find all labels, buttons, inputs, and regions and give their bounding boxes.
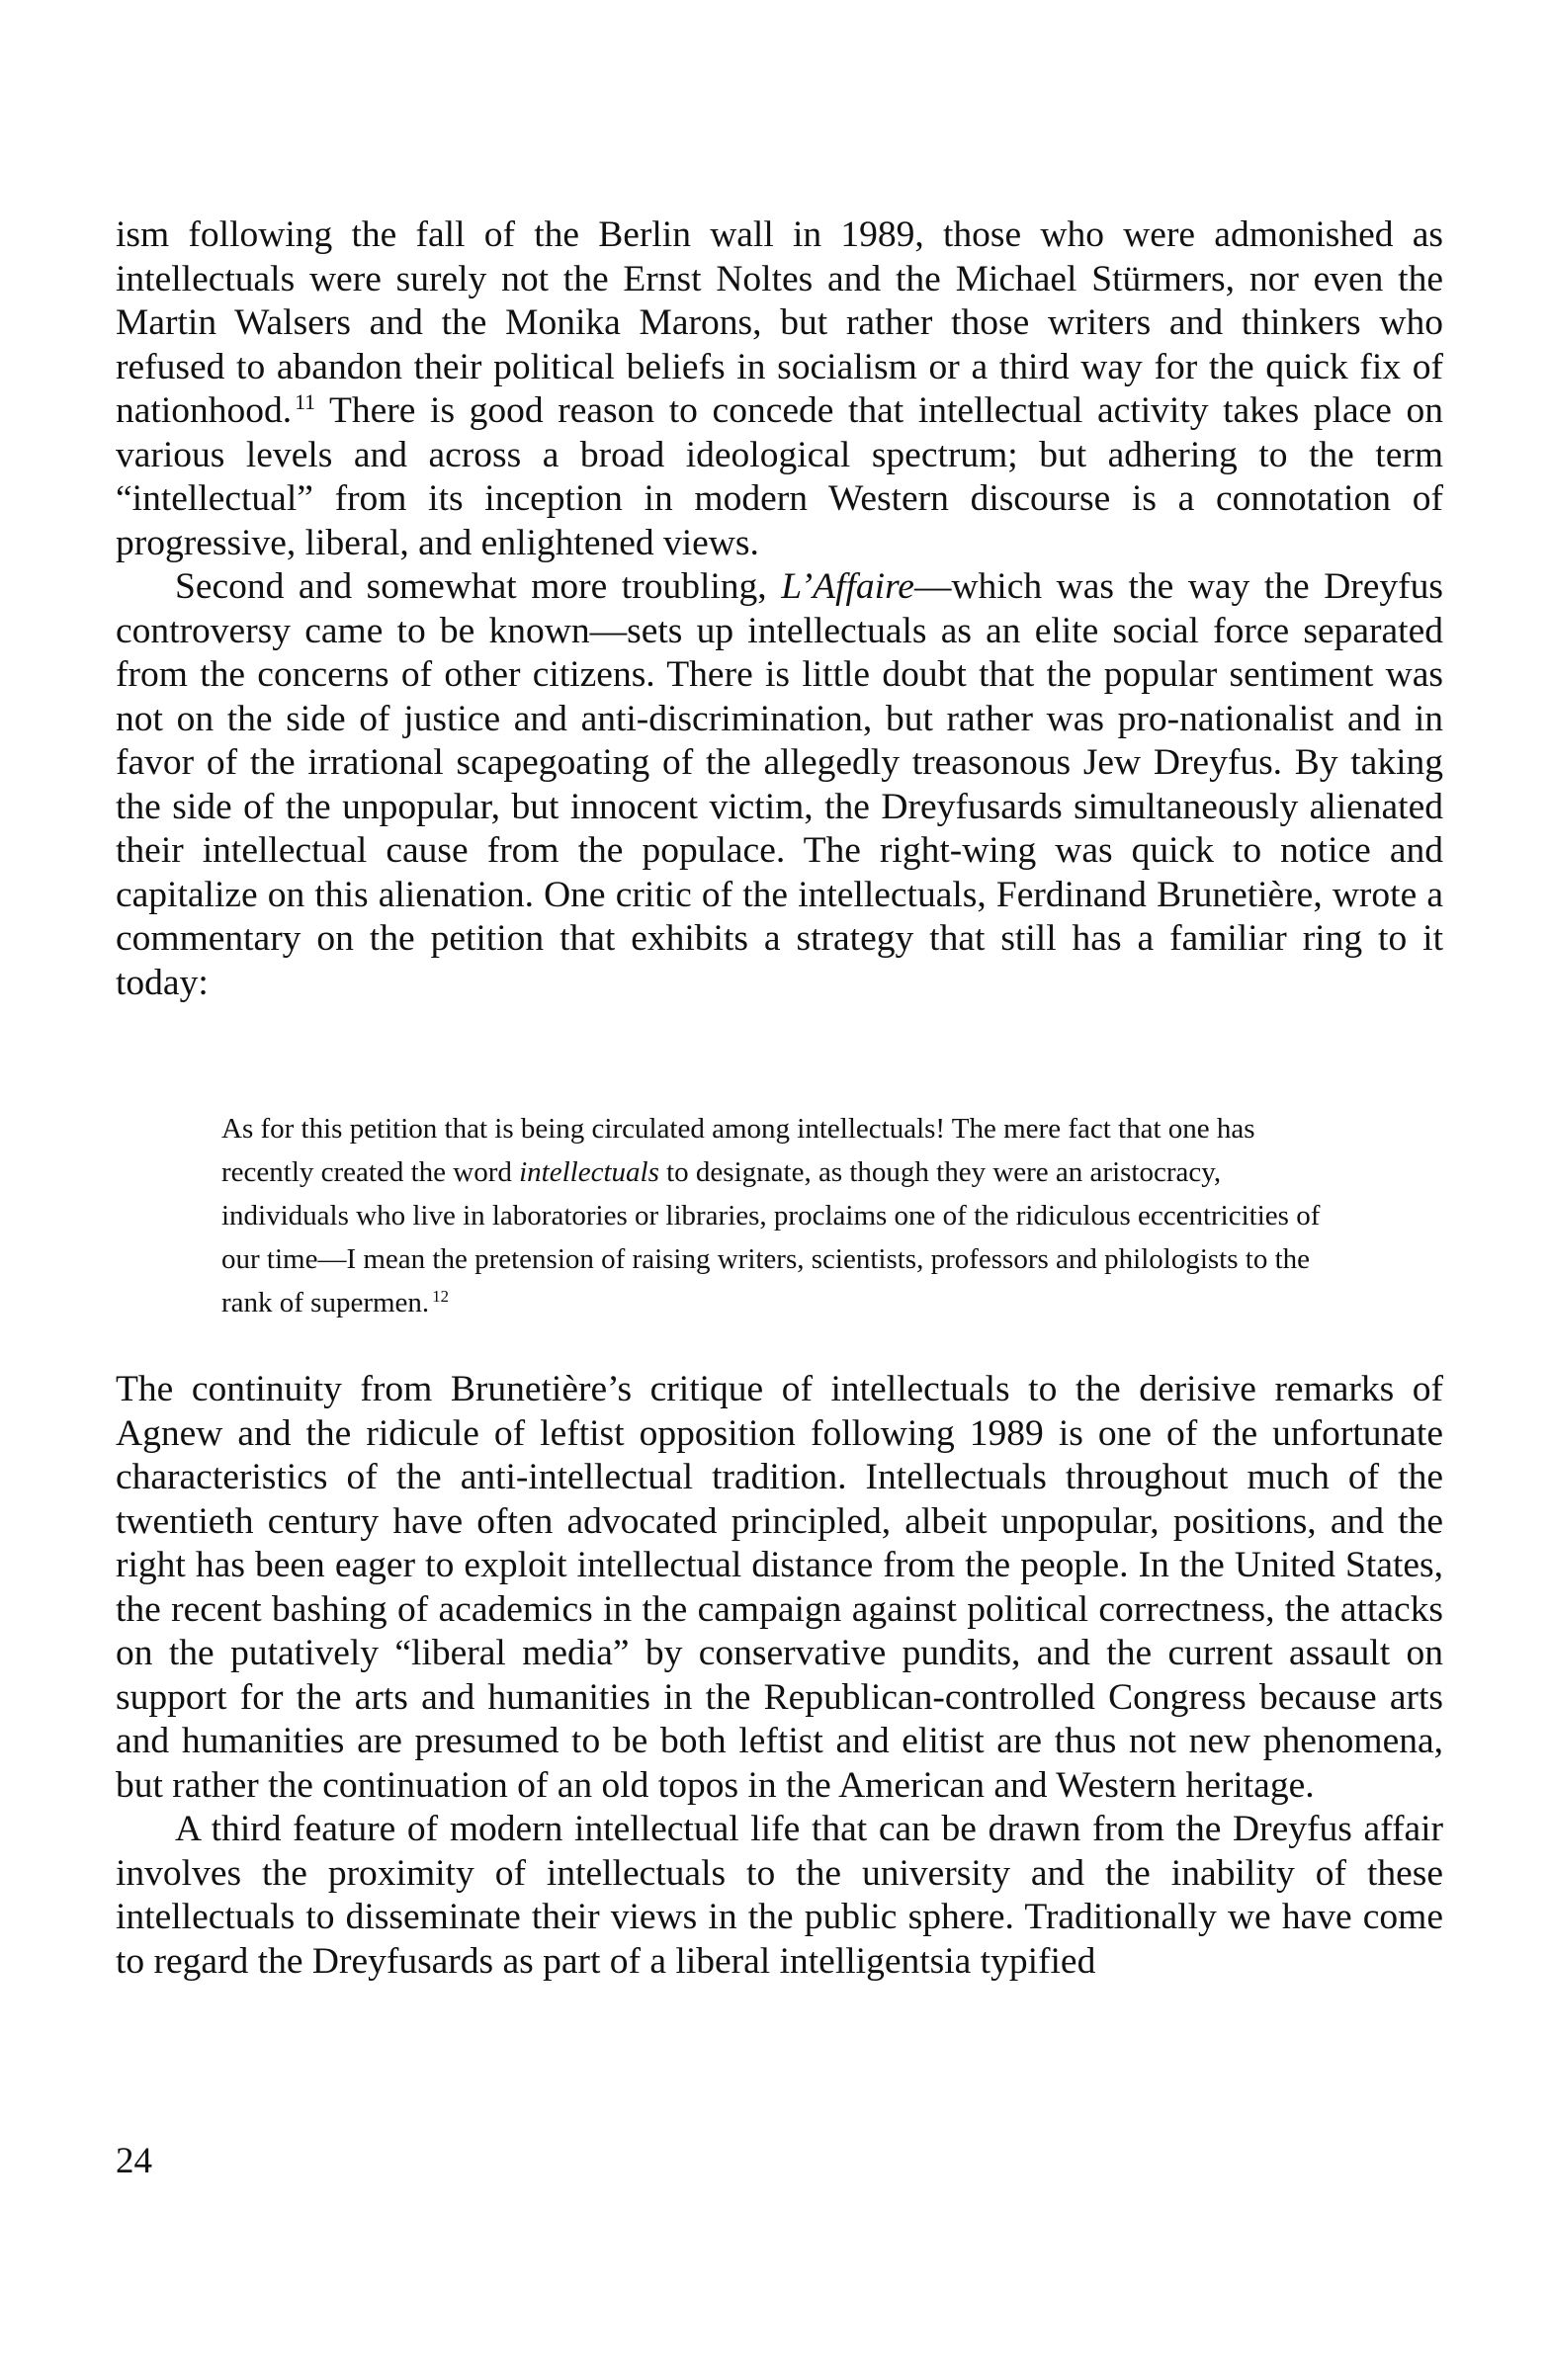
- page-number: 24: [116, 2141, 152, 2181]
- footnote-reference: 12: [432, 1286, 449, 1306]
- emphasized-word: intellectuals: [519, 1156, 659, 1188]
- paragraph: [116, 565, 1443, 1005]
- footnote-reference: 11: [295, 389, 316, 414]
- quote-text: to designate, as though they were an aristocracy, individuals who live in laboratories or libraries, proclaims one of the ridiculous eccentricities of our time—I mean the pretension of raising writers, scientists, professors and philologists to the rank of supermen.: [221, 1156, 1321, 1318]
- body-text-lower: [116, 1368, 1443, 1984]
- body-text-upper: [116, 213, 1443, 1005]
- paragraph: The continuity from Brunetière’s critique of intellectuals to the derisive remarks of Agnew and the ridicule of leftist opposition following 1989 is one of the unfortunate characteristics of the anti-intellectual tradition. Intellectuals throughout much of the twentieth century have often advocated principled, albeit unpopular, positions, and the right has been eager to exploit intellectual distance from the people. In the United States, the recent bashing of academics in the campaign against political correctness, the attacks on the putatively “liberal media” by conservative pundits, and the current assault on support for the arts and humanities in the Republican-controlled Congress because arts and humanities are presumed to be both leftist and elitist are thus not new phenomena, but rather the continuation of an old topos in the American and Western heritage.: [116, 1369, 1443, 1806]
- emphasized-title: L’Affaire: [781, 566, 914, 607]
- paragraph-text: Second and somewhat more troubling,: [175, 566, 767, 607]
- paragraph: A third feature of modern intellectual life that can be drawn from the Dreyfus affair involves the proximity of intellectuals to the university and the inability of these intellectuals to disseminate their views in the public sphere. Traditionally we have come to regard the Dreyfusards as part of a liberal intelligentsia typified: [116, 1809, 1443, 1982]
- paragraph-text: —which was the way the Dreyfus controversy came to be known—sets up intellectuals as an elite social force separated from the concerns of other citizens. There is little doubt that the popular sentiment was not on the side of justice and anti-discrimination, but rather was pro-nationalist and in favor of the irrational scapegoating of the allegedly treasonous Jew Dreyfus. By taking the side of the unpopular, but innocent victim, the Dreyfusards simultaneously alienated their intellectual cause from the populace. The right-wing was quick to notice and capitalize on this alienation. One critic of the intellectuals, Ferdinand Brunetière, wrote a commentary on the petition that exhibits a strategy that still has a familiar ring to it today:: [116, 566, 1443, 1003]
- paragraph-continued: [116, 213, 1443, 565]
- block-quote: [221, 1107, 1338, 1324]
- paragraph-text: There is good reason to concede that intellectual activity takes place on various levels and across a broad ideological spectrum; but adhering to the term “intellectual” from its inception in modern Western discourse is a connotation of progressive, liberal, and enlightened views.: [116, 390, 1443, 563]
- quote-text: As for this petition that is being circulated among intellectuals! The mere fact that one has recently created the word: [221, 1113, 1255, 1188]
- paragraph-text: ism following the fall of the Berlin wall in 1989, those who were admonished as intellectuals were surely not the Ernst Noltes and the Michael Stürmers, nor even the Martin Walsers and the Monika Marons, but rather those writers and thinkers who refused to abandon their political beliefs in socialism or a third way for the quick fix of nationhood.: [116, 214, 1443, 431]
